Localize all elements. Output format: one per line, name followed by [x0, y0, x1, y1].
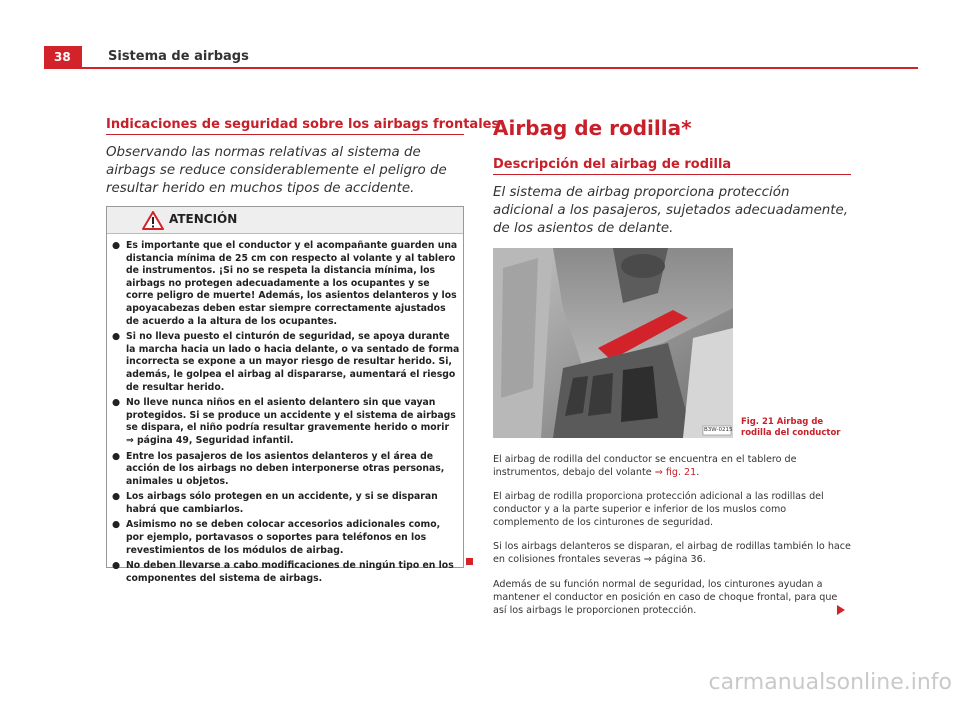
warning-header — [107, 207, 463, 234]
body-paragraph: Si los airbags delanteros se disparan, el airbag de rodillas también lo hace en colisiones frontales severas ⇒ página 36. — [493, 541, 851, 565]
figure-label: Fig. 21 — [741, 417, 774, 427]
section-intro: El sistema de airbag proporciona protección adicional a los pasajeros, sujetados adecuadamente, de los asientos de delante. — [493, 185, 849, 236]
bullet-icon: ● — [112, 240, 121, 251]
warning-triangle-icon — [142, 211, 164, 230]
bullet-icon: ● — [112, 491, 121, 503]
warning-item: ● Es importante que el conductor y el acompañante guarden una distancia mínima de 25 cm con respecto al volante y al tablero de instrumentos. ¡Si no se respeta la distancia mínima, los airbags no protegen adecuadamente a los ocupantes y se corre peligro de muerte! Además, los asientos delanteros y los apoyacabezas deben estar siempre correctamente ajustados de acuerdo a la altura de los ocupantes. — [112, 240, 458, 327]
bullet-icon: ● — [112, 560, 121, 572]
knee-airbag-figure — [493, 248, 733, 438]
page-number: 38 — [44, 46, 82, 68]
warning-item: ● No lleve nunca niños en el asiento delantero sin que vayan protegidos. Si se produce un accidente y el sistema de airbags se dispara, el niño podría resultar gravemente herido o morir ⇒ página 49, Seguridad infantil. — [112, 397, 456, 446]
warning-title: ATENCIÓN — [169, 212, 238, 226]
warning-list — [112, 240, 460, 588]
section-heading-rule — [106, 134, 464, 135]
figure-caption-text: Airbag de rodilla del conductor — [741, 417, 841, 438]
running-header-title: Sistema de airbags — [108, 49, 249, 64]
section-heading-knee-airbag: Descripción del airbag de rodilla — [493, 157, 732, 172]
bullet-icon: ● — [112, 450, 121, 462]
figure-code: B3W-0215 — [704, 427, 733, 433]
warning-item: ● Asimismo no se deben colocar accesorios adicionales como, por ejemplo, portavasos o soportes para teléfonos en los revestimientos de los módulos de airbag. — [112, 519, 441, 556]
warning-box — [106, 206, 464, 584]
bullet-icon: ● — [112, 331, 121, 343]
section-heading-rule — [493, 174, 851, 175]
warning-item: ● Si no lleva puesto el cinturón de seguridad, se apoya durante la marcha hacia un lado o hacia delante, o va sentado de forma incorrecta se expone a un mayor riesgo de resultar herido. Si, además, le golpea el airbag al dispararse, aumentará el riesgo de resultar herido. — [112, 331, 460, 393]
section-heading-safety: Indicaciones de seguridad sobre los airbags frontales — [106, 117, 500, 132]
figure-reference-link[interactable]: ⇒ fig. 21 — [654, 467, 697, 478]
continue-arrow-icon — [837, 605, 845, 615]
bullet-icon: ● — [112, 519, 121, 531]
warning-item: ● Los airbags sólo protegen en un accidente, y si se disparan habrá que cambiarlos. — [112, 491, 438, 515]
section-end-marker — [466, 558, 473, 565]
warning-item: ● Entre los pasajeros de los asientos delanteros y el área de acción de los airbags no deben interponerse otras personas, animales u objetos. — [112, 450, 445, 487]
watermark: carmanualsonline.info — [708, 670, 952, 695]
knee-airbag-illustration — [493, 248, 733, 438]
bullet-icon: ● — [112, 397, 121, 409]
header-divider — [44, 67, 918, 69]
figure-caption — [741, 417, 851, 438]
chapter-title: Airbag de rodilla* — [493, 116, 692, 140]
section-intro: Observando las normas relativas al sistema de airbags se reduce considerablemente el peligro de resultar herido en muchos tipos de accidente. — [106, 145, 447, 196]
body-paragraph: El airbag de rodilla del conductor se encuentra en el tablero de instrumentos, debajo del volante ⇒ fig. 21. — [493, 454, 797, 478]
body-paragraph: El airbag de rodilla proporciona protección adicional a las rodillas del conductor y a la parte superior e inferior de los muslos como complemento de los cinturones de seguridad. — [493, 491, 824, 528]
body-paragraph: Además de su función normal de seguridad, los cinturones ayudan a mantener el conductor en posición en caso de choque frontal, para que así los airbags le proporcionen protección. — [493, 579, 838, 616]
warning-item: ● No deben llevarse a cabo modificaciones de ningún tipo en los componentes del sistema de airbags. — [112, 560, 454, 584]
